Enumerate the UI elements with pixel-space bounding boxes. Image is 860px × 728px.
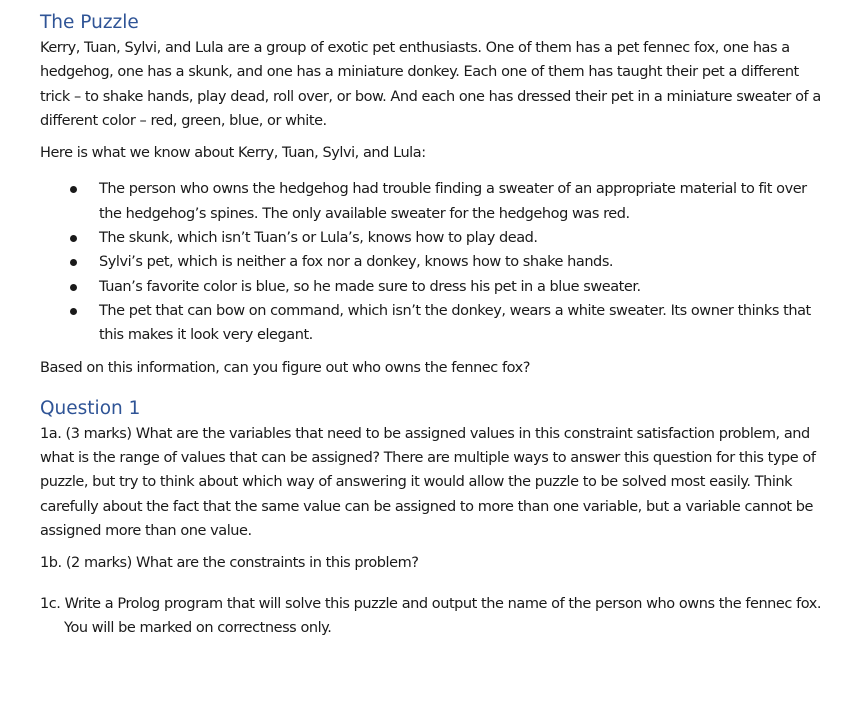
puzzle-heading: The Puzzle [40, 12, 139, 33]
clue-list [40, 177, 830, 347]
clue-item [40, 177, 830, 226]
bullet-icon [70, 235, 77, 242]
known-lead: Here is what we know about Kerry, Tuan, Sylvi, and Lula: [40, 145, 426, 162]
question-prompt: Based on this information, can you figure out who owns the fennec fox? [40, 359, 530, 376]
clue-item [40, 299, 830, 348]
clue-item [40, 250, 830, 274]
clue-text: The skunk, which isn’t Tuan’s or Lula’s, knows how to play dead. [99, 230, 538, 247]
question1-heading: Question 1 [40, 397, 141, 419]
clue-text: The person who owns the hedgehog had trouble finding a sweater of an appropriate material to fit over the hedgehog’s spines. The only available sweater for the hedgehog was red. [99, 181, 807, 222]
clue-text: Tuan’s favorite color is blue, so he made sure to dress his pet in a blue sweater. [99, 278, 641, 295]
question-1a: 1a. (3 marks) What are the variables that need to be assigned values in this constraint satisfaction problem, and what is the range of values that can be assigned? There are multiple ways to answer this question for this type of puzzle, but try to think about which way of answering it would allow the puzzle to be solved most easily. Think carefully about the fact that the same value can be assigned to more than one variable, but a variable cannot be assigned more than one value. [40, 425, 816, 540]
document-page [40, 10, 830, 640]
puzzle-intro: Kerry, Tuan, Sylvi, and Lula are a group of exotic pet enthusiasts. One of them has a pet fennec fox, one has a hedgehog, one has a skunk, and one has a miniature donkey. Each one of them has taught their pet a different trick – to shake hands, play dead, roll over, or bow. And each one has dressed their pet in a miniature sweater of a different color – red, green, blue, or white. [40, 40, 821, 129]
clue-text: Sylvi’s pet, which is neither a fox nor a donkey, knows how to shake hands. [99, 254, 614, 271]
bullet-icon [70, 259, 77, 266]
clue-item [40, 226, 830, 250]
bullet-icon [70, 308, 77, 315]
clue-text: The pet that can bow on command, which isn’t the donkey, wears a white sweater. Its owner thinks that this makes it look very elegant. [99, 302, 811, 344]
question-1c: 1c. Write a Prolog program that will solve this puzzle and output the name of the person who owns the fennec fox. You will be marked on correctness only. [40, 595, 821, 636]
question-1b: 1b. (2 marks) What are the constraints in this problem? [40, 555, 419, 572]
bullet-icon [70, 186, 77, 193]
clue-item [40, 275, 830, 299]
bullet-icon [70, 284, 77, 291]
